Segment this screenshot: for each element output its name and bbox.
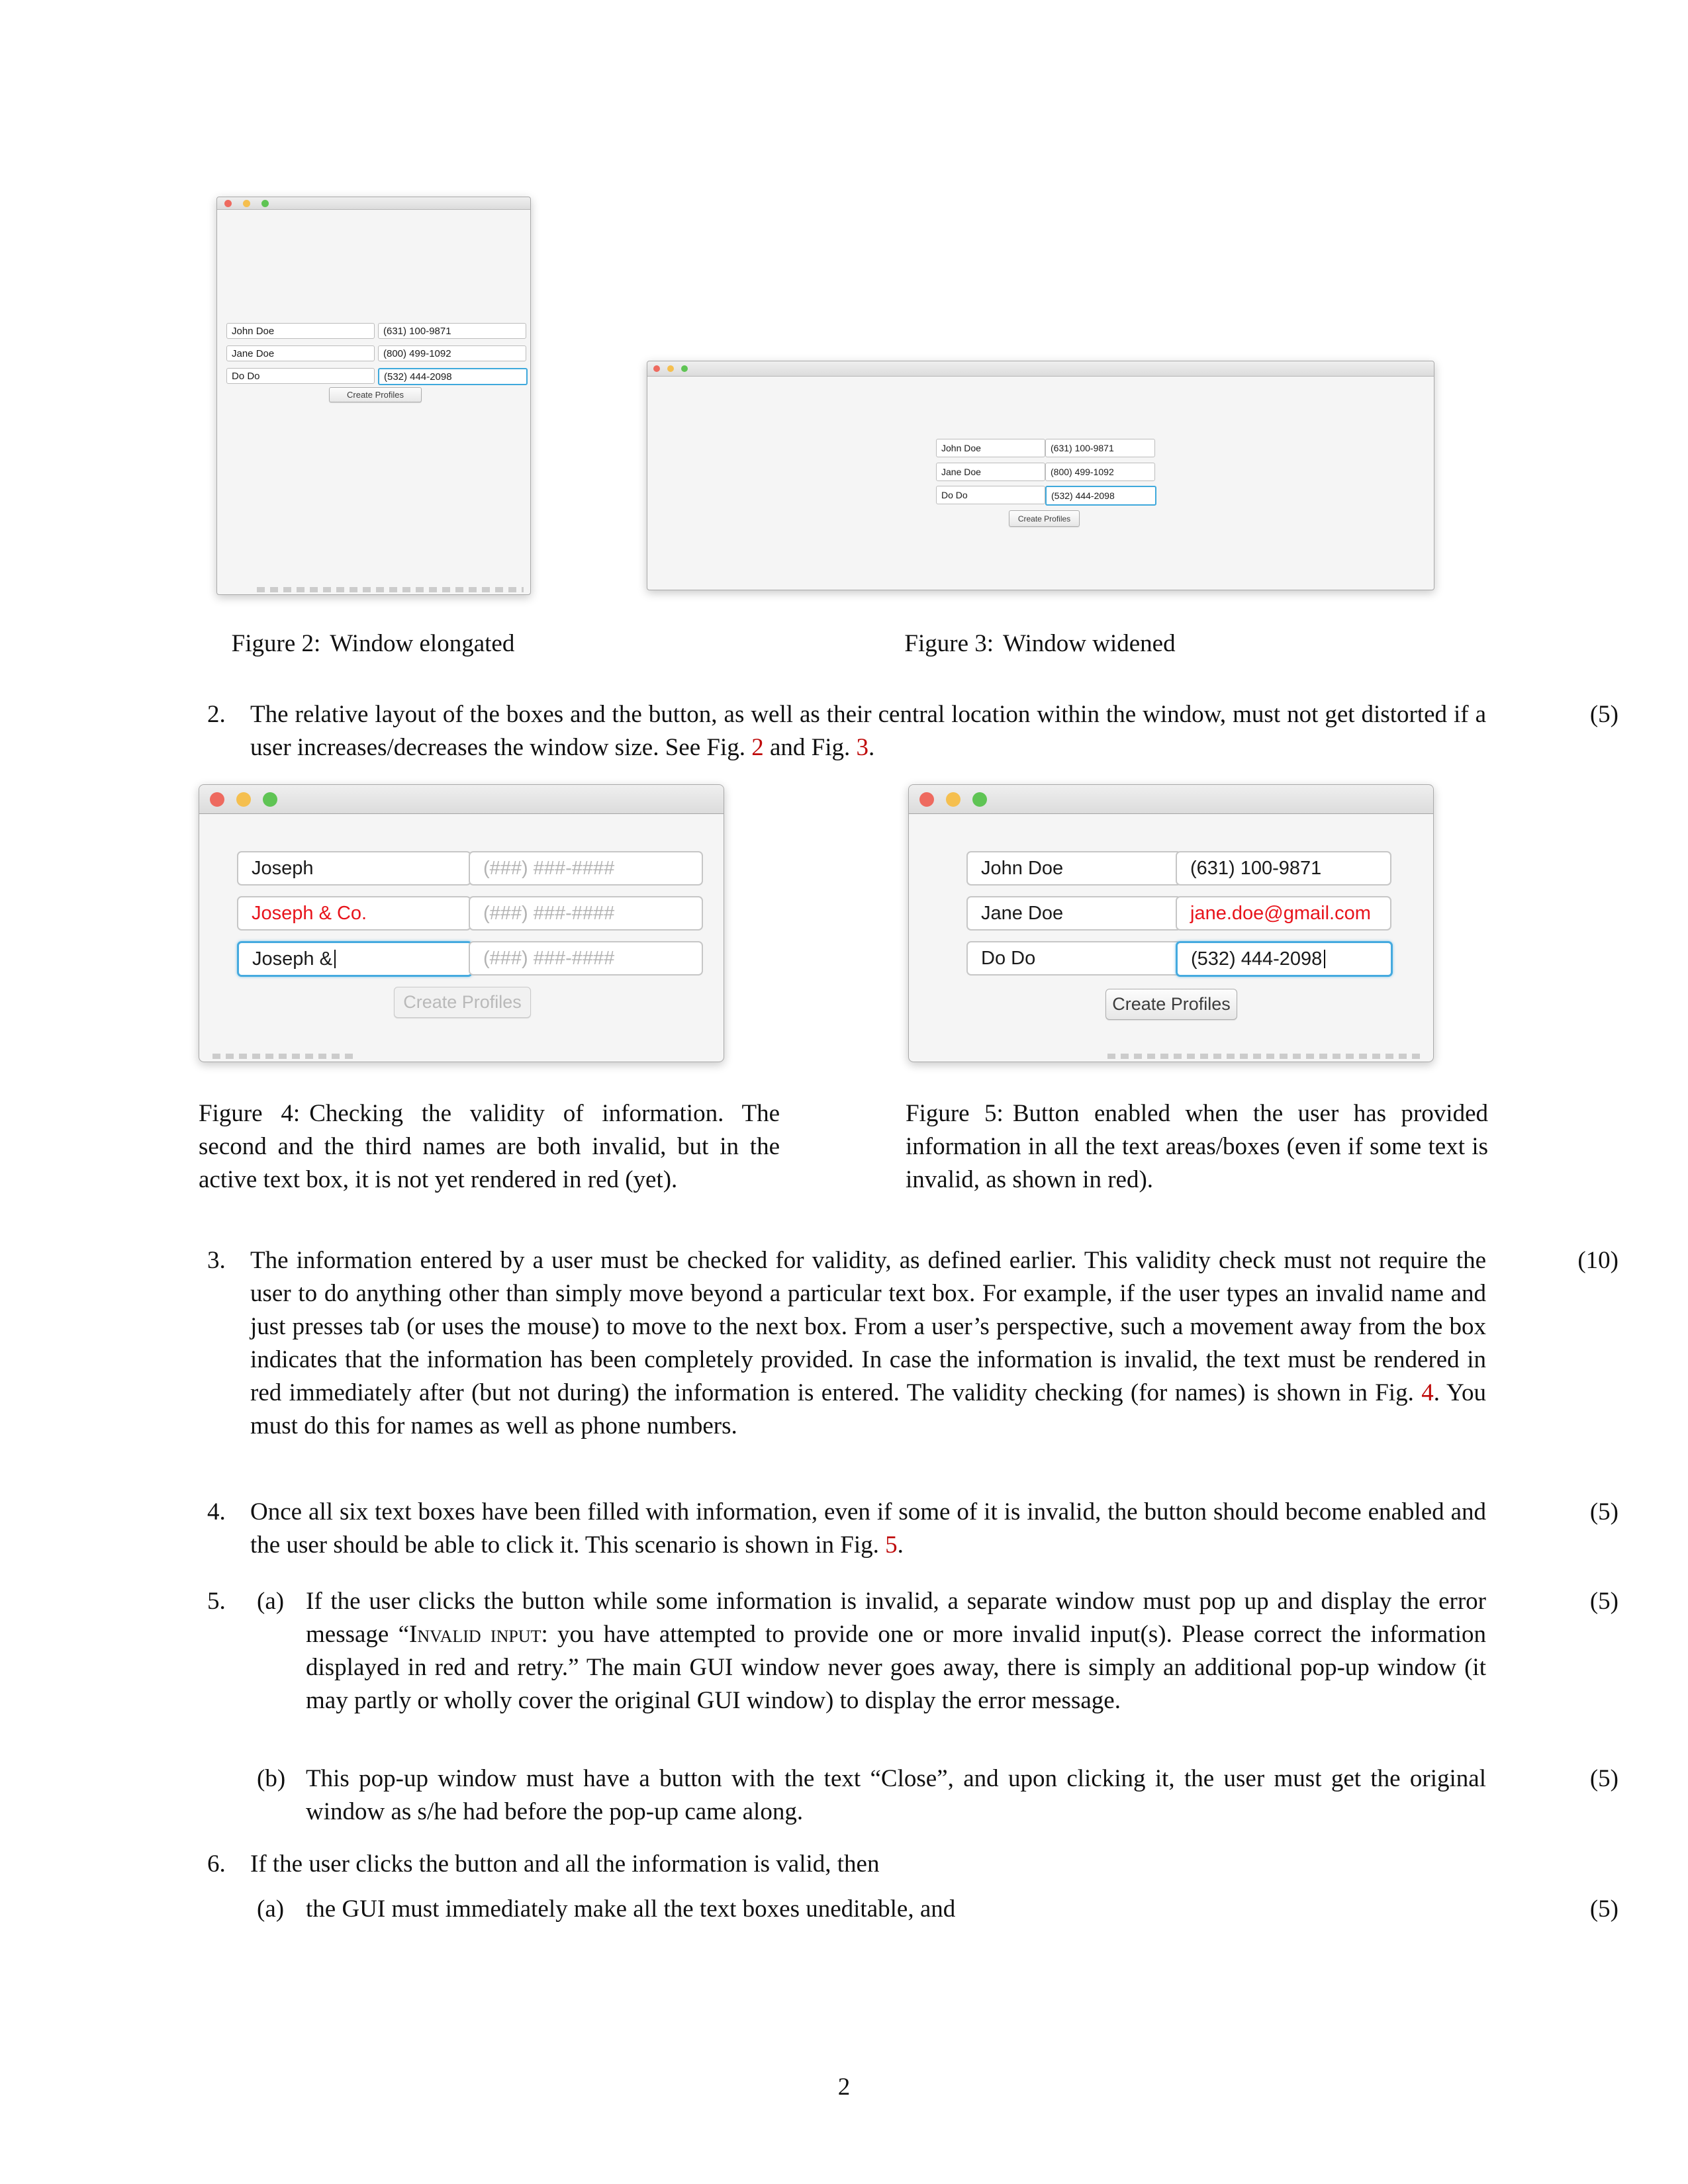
list-item-5b: [207, 1762, 1618, 1829]
list-item-6a: [207, 1893, 1618, 1926]
list-item-5a: [207, 1585, 1618, 1717]
subitem-label: (a): [257, 1895, 285, 1923]
text-cursor: [1324, 950, 1325, 968]
name-field[interactable]: Do Do: [226, 368, 375, 384]
subitem-label: (b): [257, 1765, 286, 1792]
phone-field-focused[interactable]: (532) 444-2098: [1045, 486, 1156, 506]
name-field[interactable]: John Doe: [966, 851, 1182, 886]
text-segment: .: [868, 734, 875, 761]
name-field[interactable]: Do Do: [936, 486, 1045, 504]
fig3-caption: [647, 627, 1433, 660]
fig3-app-window: [647, 361, 1434, 590]
fig4-titlebar[interactable]: [199, 785, 724, 814]
list-item-4: [207, 1496, 1618, 1562]
minimize-button-icon[interactable]: [236, 792, 251, 807]
points-badge: (5): [1589, 1895, 1618, 1923]
fig3-caption-text: Window widened: [1003, 630, 1176, 657]
item-text: [250, 1496, 1486, 1562]
fig4-caption: [199, 1097, 780, 1197]
close-button-icon[interactable]: [210, 792, 224, 807]
name-field[interactable]: John Doe: [226, 323, 375, 339]
create-profiles-button[interactable]: Create Profiles: [329, 387, 422, 402]
minimize-button-icon[interactable]: [946, 792, 961, 807]
fig3-caption-label: Figure 3:: [904, 630, 994, 657]
item-text: [250, 698, 1486, 764]
item-text: This pop-up window must have a button with the text “Close”, and upon clicking it, the user must get the original window as s/he had before the pop-up came along.: [306, 1765, 1486, 1825]
phone-field[interactable]: (800) 499-1092: [1045, 463, 1155, 481]
screenshot-artifact: [257, 587, 524, 592]
close-button-icon[interactable]: [653, 365, 660, 372]
phone-field-focused[interactable]: [1176, 941, 1393, 977]
points-badge: (5): [1589, 701, 1618, 728]
fig4-caption-text: Checking the validity of information. The second and the third names are both invalid, but in the active text box, it is not yet rendered in red (yet).: [199, 1100, 780, 1193]
fig2-ref-link[interactable]: 2: [751, 734, 764, 761]
fig3-titlebar[interactable]: [647, 361, 1434, 377]
phone-field-placeholder[interactable]: (###) ###-####: [469, 941, 703, 976]
phone-field[interactable]: (631) 100-9871: [1176, 851, 1391, 886]
phone-field-invalid[interactable]: jane.doe@gmail.com: [1176, 896, 1391, 931]
fig5-app-window: [908, 784, 1434, 1062]
create-profiles-button-disabled: Create Profiles: [394, 987, 531, 1018]
phone-field-placeholder[interactable]: (###) ###-####: [469, 896, 703, 931]
fig2-caption-text: Window elongated: [330, 630, 515, 657]
fig2-caption-label: Figure 2:: [231, 630, 321, 657]
zoom-button-icon[interactable]: [681, 365, 688, 372]
name-field[interactable]: Joseph: [237, 851, 471, 886]
fig4-caption-label: Figure 4:: [199, 1100, 301, 1127]
points-badge: (5): [1589, 1498, 1618, 1525]
zoom-button-icon[interactable]: [972, 792, 987, 807]
text-segment: you have attempted to provide one or more invalid input(s). Please correct the information displayed in red and retry.” The main GUI window never goes away, there is simply an additional pop-up window (it may partly or wholly cover the original GUI window) to display the error message.: [306, 1621, 1486, 1714]
minimize-button-icon[interactable]: [243, 200, 250, 207]
screenshot-artifact: [212, 1054, 358, 1059]
list-item-3: [207, 1244, 1618, 1443]
fig2-app-window: [216, 197, 531, 595]
fig5-caption-label: Figure 5:: [906, 1100, 1004, 1127]
minimize-button-icon[interactable]: [667, 365, 674, 372]
text-cursor: [334, 950, 336, 968]
fig2-titlebar[interactable]: [217, 197, 530, 210]
phone-field-placeholder[interactable]: (###) ###-####: [469, 851, 703, 886]
name-field-invalid[interactable]: Joseph & Co.: [237, 896, 471, 931]
create-profiles-button[interactable]: Create Profiles: [1009, 510, 1080, 527]
fig2-caption: [216, 627, 530, 660]
list-item-2: [207, 698, 1618, 764]
error-message-smallcaps: Invalid input:: [409, 1621, 548, 1648]
phone-field[interactable]: (631) 100-9871: [378, 323, 526, 339]
fig4-app-window: [199, 784, 724, 1062]
fig4-ref-link[interactable]: 4: [1421, 1379, 1434, 1406]
item-number: 5.: [207, 1588, 226, 1615]
name-field[interactable]: Do Do: [966, 941, 1182, 976]
fig5-caption: [906, 1097, 1488, 1197]
zoom-button-icon[interactable]: [263, 792, 277, 807]
points-badge: (10): [1577, 1247, 1618, 1274]
text-segment: .: [897, 1531, 904, 1559]
subitem-label: (a): [257, 1588, 285, 1615]
name-field-focused[interactable]: [237, 941, 473, 977]
list-item-6: [207, 1848, 1618, 1881]
text-segment: and Fig.: [763, 734, 857, 761]
item-number: 3.: [207, 1247, 226, 1274]
item-text: [250, 1244, 1486, 1443]
item-number: 2.: [207, 701, 226, 728]
points-badge: (5): [1589, 1765, 1618, 1792]
item-text: If the user clicks the button and all the information is valid, then: [250, 1850, 880, 1878]
text-segment: The information entered by a user must be checked for validity, as defined earlier. This validity check must not require the user to do anything other than simply move beyond a particular text box. For example, if the user types an invalid name and just presses tab (or uses the mouse) to move to the next box. From a user’s perspective, such a movement away from the box indicates that the information has been completely provided. In case the information is invalid, the text must be rendered in red immediately after (but not during) the information is entered. The validity checking (for names) is shown in Fig.: [250, 1247, 1486, 1406]
phone-field[interactable]: (800) 499-1092: [378, 345, 526, 361]
close-button-icon[interactable]: [224, 200, 232, 207]
screenshot-artifact: [1107, 1054, 1420, 1059]
text-segment: Once all six text boxes have been filled with information, even if some of it is invalid, the button should become enabled and the user should be able to click it. This scenario is shown in Fig.: [250, 1498, 1486, 1559]
text-segment: If the user clicks the button while some information is invalid, a separate window must pop up and display the error message “: [306, 1588, 1486, 1648]
close-button-icon[interactable]: [919, 792, 934, 807]
text-segment: . You must do this for names as well as phone numbers.: [250, 1379, 1486, 1439]
phone-field[interactable]: (631) 100-9871: [1045, 439, 1155, 457]
name-field[interactable]: Jane Doe: [936, 463, 1045, 481]
fig5-caption-text: Button enabled when the user has provided information in all the text areas/boxes (even if some text is invalid, as shown in red).: [906, 1100, 1488, 1193]
text-segment: The relative layout of the boxes and the button, as well as their central location within the window, must not get distorted if a user increases/decreases the window size. See Fig.: [250, 701, 1486, 761]
item-number: 6.: [207, 1850, 226, 1878]
field-text: Joseph &: [252, 948, 332, 970]
name-field[interactable]: John Doe: [936, 439, 1045, 457]
fig5-titlebar[interactable]: [909, 785, 1433, 814]
fig5-ref-link[interactable]: 5: [885, 1531, 898, 1559]
zoom-button-icon[interactable]: [261, 200, 269, 207]
page-number: 2: [837, 2073, 851, 2101]
fig3-ref-link[interactable]: 3: [856, 734, 868, 761]
item-number: 4.: [207, 1498, 226, 1525]
field-text: (532) 444-2098: [1191, 948, 1323, 970]
create-profiles-button[interactable]: Create Profiles: [1105, 989, 1237, 1020]
item-text: the GUI must immediately make all the text boxes uneditable, and: [306, 1895, 956, 1923]
name-field[interactable]: Jane Doe: [966, 896, 1182, 931]
points-badge: (5): [1589, 1588, 1618, 1615]
phone-field-focused[interactable]: (532) 444-2098: [378, 368, 528, 385]
name-field[interactable]: Jane Doe: [226, 345, 375, 361]
item-text: [306, 1585, 1486, 1717]
